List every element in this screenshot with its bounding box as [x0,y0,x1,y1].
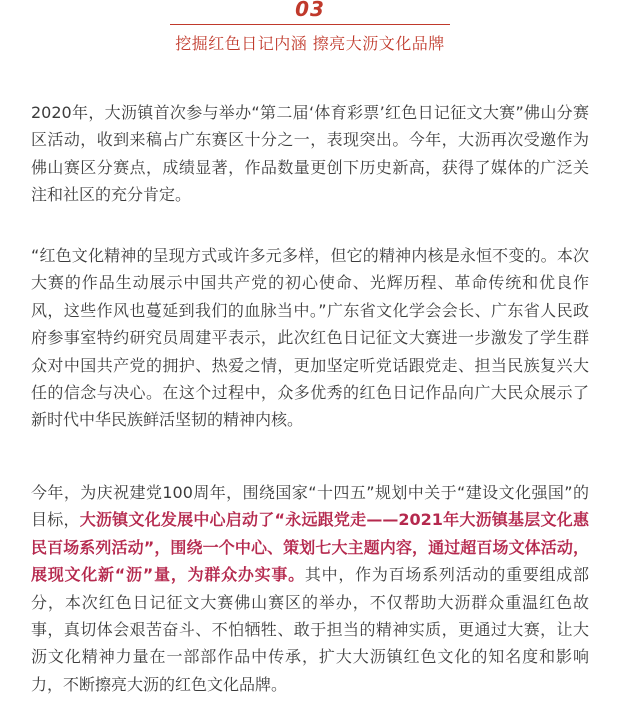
paragraph-3-highlight: 大沥镇文化发展中心启动了“永远跟党走——2021年大沥镇基层文化惠民百场系列活动”，围绕一个中心、策划七大主题内容，通过超百场文体活动，展现文化新“沥”量，为群众办实事。 [31,510,589,585]
section-number: 03 [295,0,325,21]
article-paragraph-1: 2020年，大沥镇首次参与举办“第二届‘体育彩票’红色日记征文大赛”佛山分赛区活动，收到来稿占广东赛区十分之一，表现突出。今年，大沥再次受邀作为佛山赛区分赛点，成绩显著，作品数量更创下历史新高，获得了媒体的广泛关注和社区的充分肯定。 [31,103,589,205]
article-paragraph-2: “红色文化精神的呈现方式或许多元多样，但它的精神内核是永恒不变的。本次大赛的作品生动展示中国共产党的初心使命、光辉历程、革命传统和优良作风，这些作风也蔓延到我们的血脉当中。”广东省文化学会会长、广东省人民政府参事室特约研究员周建平表示，此次红色日记征文大赛进一步激发了学生群众对中国共产党的拥护、热爱之情，更加坚定听党话跟党走、担当民族复兴大任的信念与决心。在这个过程中，众多优秀的红色日记作品向广大民众展示了新时代中华民族鲜活坚韧的精神内核。 [31,246,589,430]
paragraph-3-rest: 其中，作为百场系列活动的重要组成部分，本次红色日记征文大赛佛山赛区的举办，不仅帮助大沥群众重温红色故事，真切体会艰苦奋斗、不怕牺牲、敢于担当的精神实质，更通过大赛，让大沥文化精神力量在一部部作品中传承，扩大大沥镇红色文化的知名度和影响力，不断擦亮大沥的红色文化品牌。 [31,565,589,694]
paragraph-3-intro: 今年，为庆祝建党100周年，围绕国家“十四五”规划中关于“建设文化强国”的目标， [31,483,589,530]
header-divider [170,24,450,25]
section-title: 挖掘红色日记内涵 擦亮大沥文化品牌 [175,34,445,53]
article-paragraph-3 [31,479,589,698]
